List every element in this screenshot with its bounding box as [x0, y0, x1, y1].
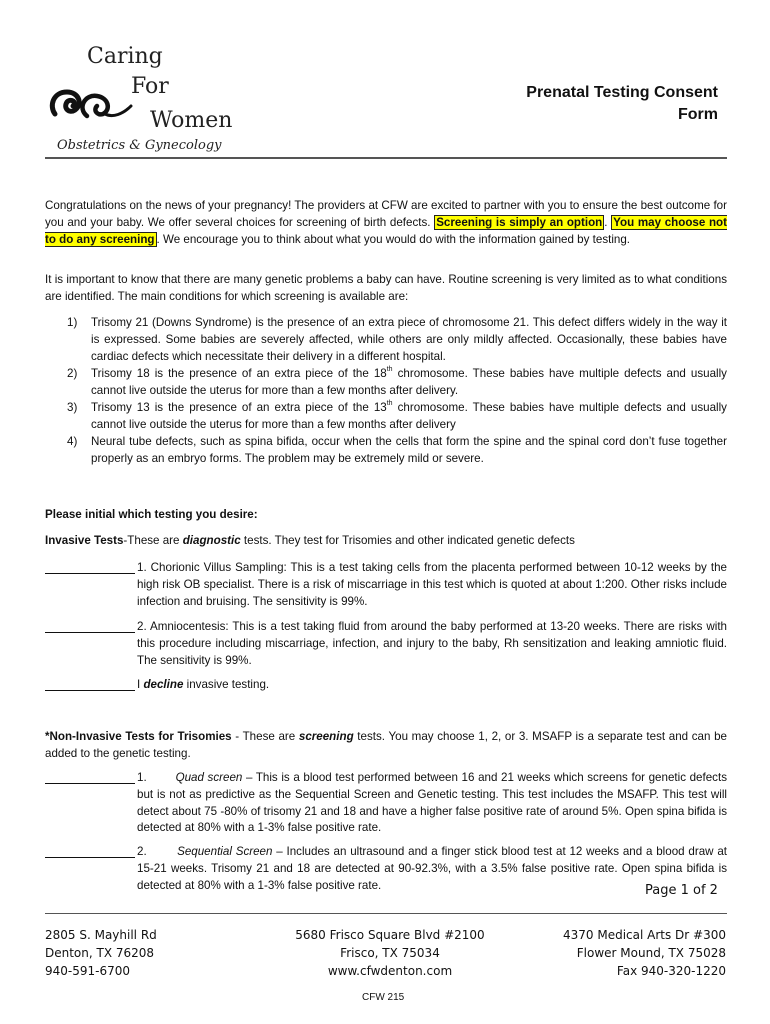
form-code: CFW 215 [362, 992, 405, 1003]
website-link[interactable]: www.cfwdenton.com [327, 964, 453, 978]
page-title [526, 82, 718, 126]
invasive-heading: Invasive Tests-These are diagnostic tests. They test for Trisomies and other indicated genetic defects [45, 534, 575, 547]
option-amniocentesis: 2. Amniocentesis: This is a test taking fluid from around the baby performed at 13-20 weeks. There are risks with this procedure including miscarriage, infection, and injury to the baby, Rh sensitization and leaking amniotic fluid. The sensitivity is 99%. [137, 620, 727, 667]
logo [45, 42, 245, 157]
logo-subtitle: Obstetrics & Gynecology [57, 138, 222, 153]
intro-paragraph: Congratulations on the news of your pregnancy! The providers at CFW are excited to partner with you to ensure the best outcome for you and your baby. We offer several choices for screening of birth defects. Screening is simply an option . You may choose not to do any screening . We encourage you to think about what you would do with the information gained by testing. [45, 199, 727, 246]
footer-address-frisco: 5680 Frisco Square Blvd #2100 Frisco, TX 75034 www.cfwdenton.com [290, 926, 490, 980]
initial-line-amnio[interactable] [45, 632, 135, 633]
list-item: 1) Trisomy 21 (Downs Syndrome) is the presence of an extra piece of chromosome 21. This defect differs widely in the way it is expressed. Some babies are severely affected, while others are only mildly affected. Occasionally, these babies have cardiac defects which necessitate their delivery in a different hospital. [67, 316, 727, 363]
logo-for: For [131, 74, 169, 99]
option-sequential-screen: 2. Sequential Screen – Includes an ultrasound and a finger stick blood test at 12 weeks and a blood draw at 15-21 weeks. Trisomy 21 and 18 are detected at 90-92.3%, with a 3.5% false positive rate. Open spina bifida is detected at 80% with a 1-3% false positive rate. [137, 845, 727, 892]
initial-heading: Please initial which testing you desire: [45, 508, 258, 521]
option-quad-screen: 1. Quad screen – This is a blood test performed between 16 and 21 weeks which screens for genetic defects but is not as predictive as the Sequential Screen and Genetic testing. This test includes the MSAFP. This test will detect about 75 -80% of trisomy 21 and 18 and have a higher false positive rate of around 5%. Open spina bifida is detected at 80% with a 1-3% false positive rate. [137, 771, 727, 835]
initial-line-sequential[interactable] [45, 857, 135, 858]
conditions-intro: It is important to know that there are many genetic problems a baby can have. Routine screening is very limited as to what conditions are identified. The main conditions for which screening is available are: [45, 273, 727, 303]
title-line-1: Prenatal Testing Consent [526, 84, 718, 101]
footer-divider [45, 913, 727, 914]
initial-line-cvs[interactable] [45, 573, 135, 574]
page-number: Page 1 of 2 [645, 883, 718, 898]
initial-line-decline[interactable] [45, 690, 135, 691]
logo-swirl-icon [47, 84, 137, 124]
option-cvs: 1. Chorionic Villus Sampling: This is a test taking cells from the placenta performed between 10-12 weeks by the high risk OB specialist. There is a risk of miscarriage in this test which is quoted at about 1:200. Other risks include infection and bruising. The sensitivity is 99%. [137, 561, 727, 608]
logo-women: Women [150, 108, 233, 133]
header-divider [45, 157, 727, 159]
list-item: 2) Trisomy 18 is the presence of an extra piece of the 18th chromosome. These babies have multiple defects and usually cannot live outside the uterus for more than a few months after delivery. [67, 366, 727, 397]
footer-address-flower-mound: 4370 Medical Arts Dr #300 Flower Mound, TX 75028 Fax 940-320-1220 [562, 928, 726, 978]
highlight-screening-option: Screening is simply an option [436, 215, 603, 229]
initial-line-quad[interactable] [45, 783, 135, 784]
noninvasive-heading: *Non-Invasive Tests for Trisomies - These are screening tests. You may choose 1, 2, or 3. MSAFP is a separate test and can be added to the genetic testing. [45, 730, 727, 760]
title-line-2: Form [678, 106, 718, 123]
footer-address-denton: 2805 S. Mayhill Rd Denton, TX 76208 940-591-6700 [45, 928, 157, 978]
list-item: 3) Trisomy 13 is the presence of an extra piece of the 13th chromosome. These babies have multiple defects and usually cannot live outside the uterus for more than a few months after delivery [67, 400, 727, 431]
list-item: 4) Neural tube defects, such as spina bifida, occur when the cells that form the spine and the spinal cord don’t fuse together properly as an embryo forms. The problem may be extremely mild or severe. [67, 435, 727, 465]
logo-caring: Caring [87, 44, 163, 69]
highlight-no-screening: You may choose not to do any screening [45, 215, 727, 246]
option-decline: I decline invasive testing. [137, 678, 270, 691]
